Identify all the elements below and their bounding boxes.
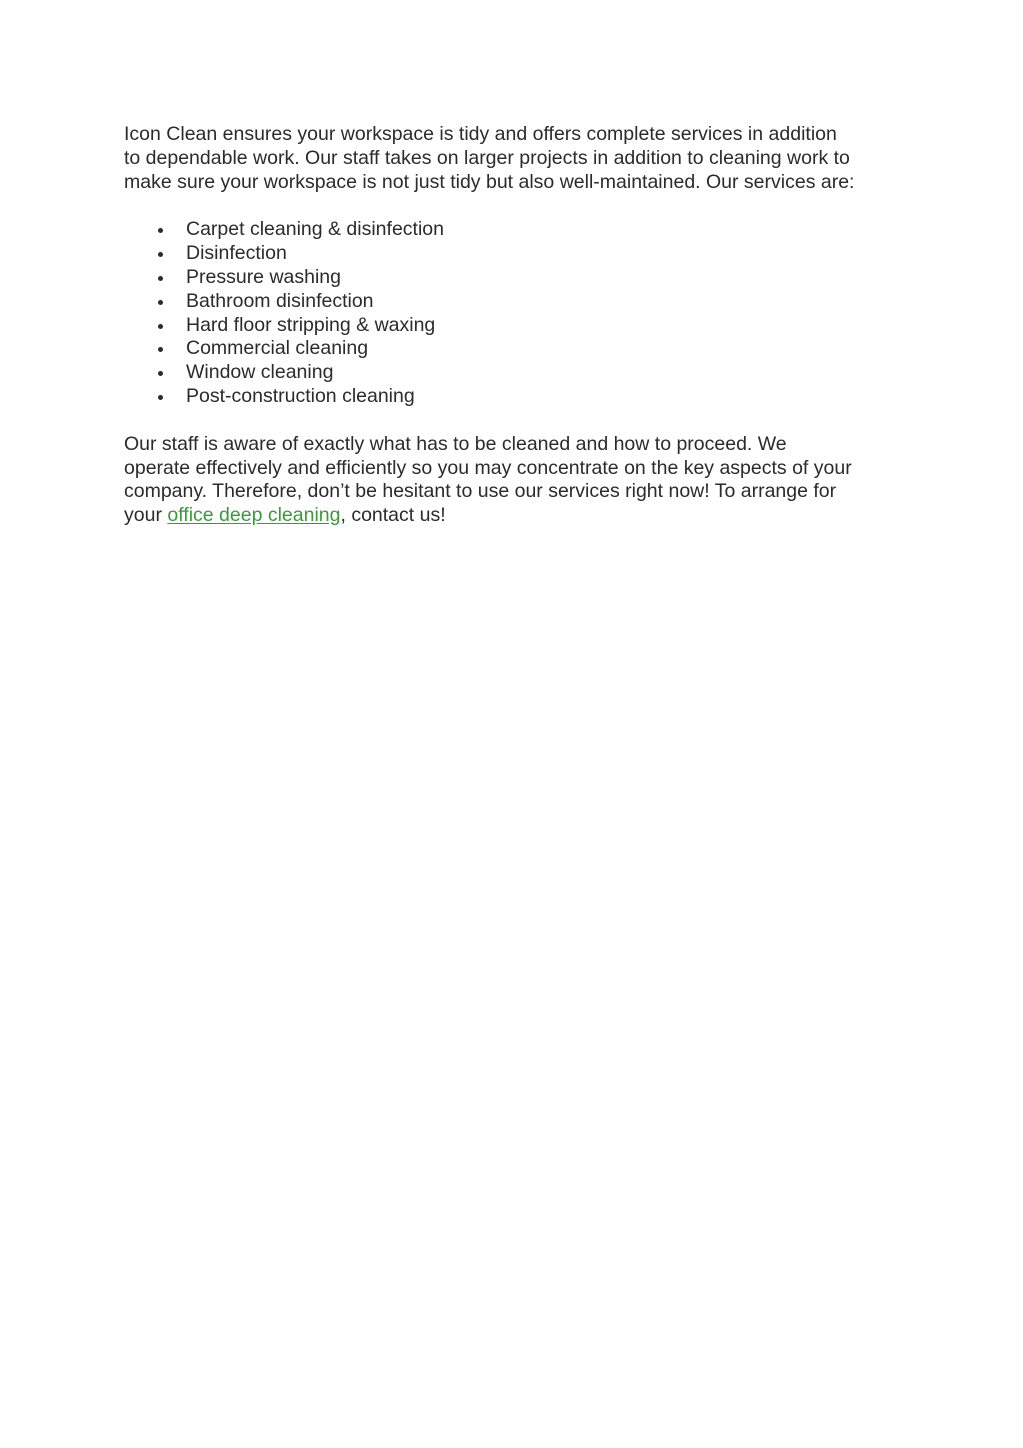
service-label: Hard floor stripping & waxing <box>186 313 436 336</box>
list-item <box>124 290 914 314</box>
list-item <box>124 218 914 242</box>
bullet-icon <box>158 347 163 352</box>
services-list <box>124 218 914 408</box>
list-item <box>124 337 914 361</box>
bullet-icon <box>158 252 163 257</box>
intro-line: to dependable work. Our staff takes on larger projects in addition to cleaning work to <box>124 146 850 169</box>
list-item <box>124 242 914 266</box>
bullet-icon <box>158 324 163 329</box>
list-item <box>124 361 914 385</box>
closing-prefix: your <box>124 504 168 527</box>
office-deep-cleaning-link[interactable]: office deep cleaning <box>167 504 341 527</box>
document-page <box>124 123 914 528</box>
service-label: Commercial cleaning <box>186 337 369 360</box>
service-label: Pressure washing <box>186 265 341 288</box>
service-label: Window cleaning <box>186 361 334 384</box>
closing-line: company. Therefore, don’t be hesitant to use our services right now! To arrange for <box>124 480 837 503</box>
service-label: Bathroom disinfection <box>186 289 374 312</box>
bullet-icon <box>158 276 163 281</box>
closing-last-line <box>124 504 914 528</box>
list-item <box>124 266 914 290</box>
intro-line: make sure your workspace is not just tidy but also well-maintained. Our services are: <box>124 170 855 193</box>
closing-line: Our staff is aware of exactly what has to be cleaned and how to proceed. We <box>124 432 787 455</box>
closing-paragraph <box>124 433 914 528</box>
bullet-icon <box>158 228 163 233</box>
bullet-icon <box>158 395 163 400</box>
intro-line: Icon Clean ensures your workspace is tidy and offers complete services in addition <box>124 123 837 145</box>
service-label: Carpet cleaning & disinfection <box>186 218 444 241</box>
service-label: Post-construction cleaning <box>186 384 415 407</box>
list-item <box>124 314 914 338</box>
bullet-icon <box>158 371 163 376</box>
bullet-icon <box>158 300 163 305</box>
closing-suffix: , contact us! <box>340 504 446 527</box>
intro-paragraph <box>124 123 914 194</box>
list-item <box>124 385 914 409</box>
closing-line: operate effectively and efficiently so you may concentrate on the key aspects of your <box>124 456 852 479</box>
service-label: Disinfection <box>186 242 287 265</box>
